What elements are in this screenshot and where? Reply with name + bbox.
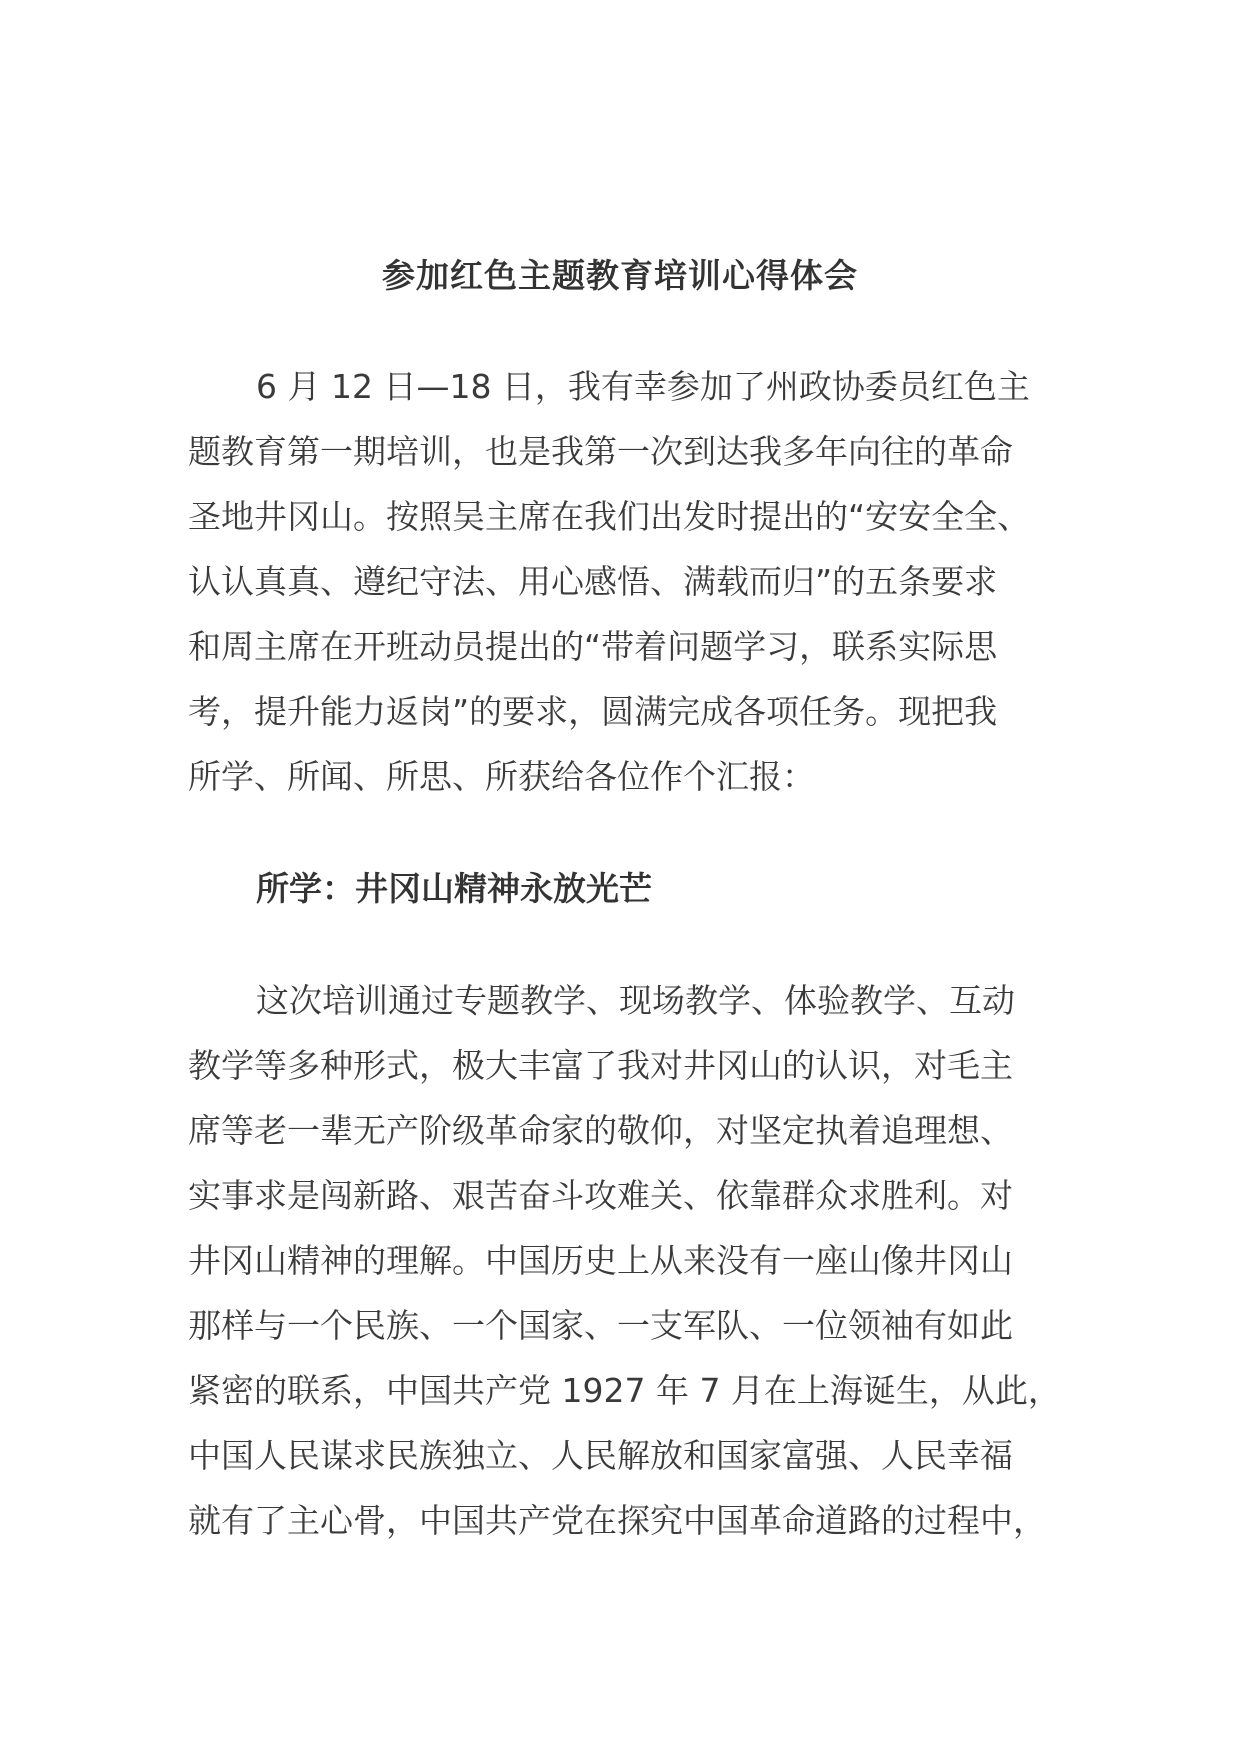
paragraph-line: 考，提升能力返岗”的要求，圆满完成各项任务。现把我: [188, 692, 998, 731]
body-paragraph: [188, 968, 1068, 1553]
paragraph-line: 这次培训通过专题教学、现场教学、体验教学、互动: [256, 981, 1015, 1020]
paragraph-line: 和周主席在开班动员提出的“带着问题学习，联系实际思: [188, 627, 998, 666]
intro-paragraph: [188, 354, 1068, 809]
paragraph-line: 圣地井冈山。按照吴主席在我们出发时提出的“安安全全、: [188, 497, 1031, 536]
paragraph-line: 中国人民谋求民族独立、人民解放和国家富强、人民幸福: [188, 1436, 1013, 1475]
paragraph-line: 紧密的联系，中国共产党 1927 年 7 月在上海诞生，从此，: [188, 1371, 1061, 1410]
section-heading: 所学：井冈山精神永放光芒: [256, 869, 652, 908]
paragraph-line: 井冈山精神的理解。中国历史上从来没有一座山像井冈山: [188, 1241, 1013, 1280]
paragraph-line: 那样与一个民族、一个国家、一支军队、一位领袖有如此: [188, 1306, 1013, 1345]
paragraph-line: 实事求是闯新路、艰苦奋斗攻难关、依靠群众求胜利。对: [188, 1176, 1013, 1215]
paragraph-line: 题教育第一期培训，也是我第一次到达我多年向往的革命: [188, 432, 1013, 471]
paragraph-line: 就有了主心骨，中国共产党在探究中国革命道路的过程中，: [188, 1501, 1046, 1540]
paragraph-line: 6 月 12 日—18 日，我有幸参加了州政协委员红色主: [256, 367, 1030, 406]
paragraph-line: 教学等多种形式，极大丰富了我对井冈山的认识，对毛主: [188, 1046, 1013, 1085]
paragraph-line: 认认真真、遵纪守法、用心感悟、满载而归”的五条要求: [188, 562, 998, 601]
document-title: 参加红色主题教育培训心得体会: [382, 256, 858, 295]
paragraph-line: 席等老一辈无产阶级革命家的敬仰，对坚定执着追理想、: [188, 1111, 1013, 1150]
paragraph-line: 所学、所闻、所思、所获给各位作个汇报：: [188, 757, 815, 796]
